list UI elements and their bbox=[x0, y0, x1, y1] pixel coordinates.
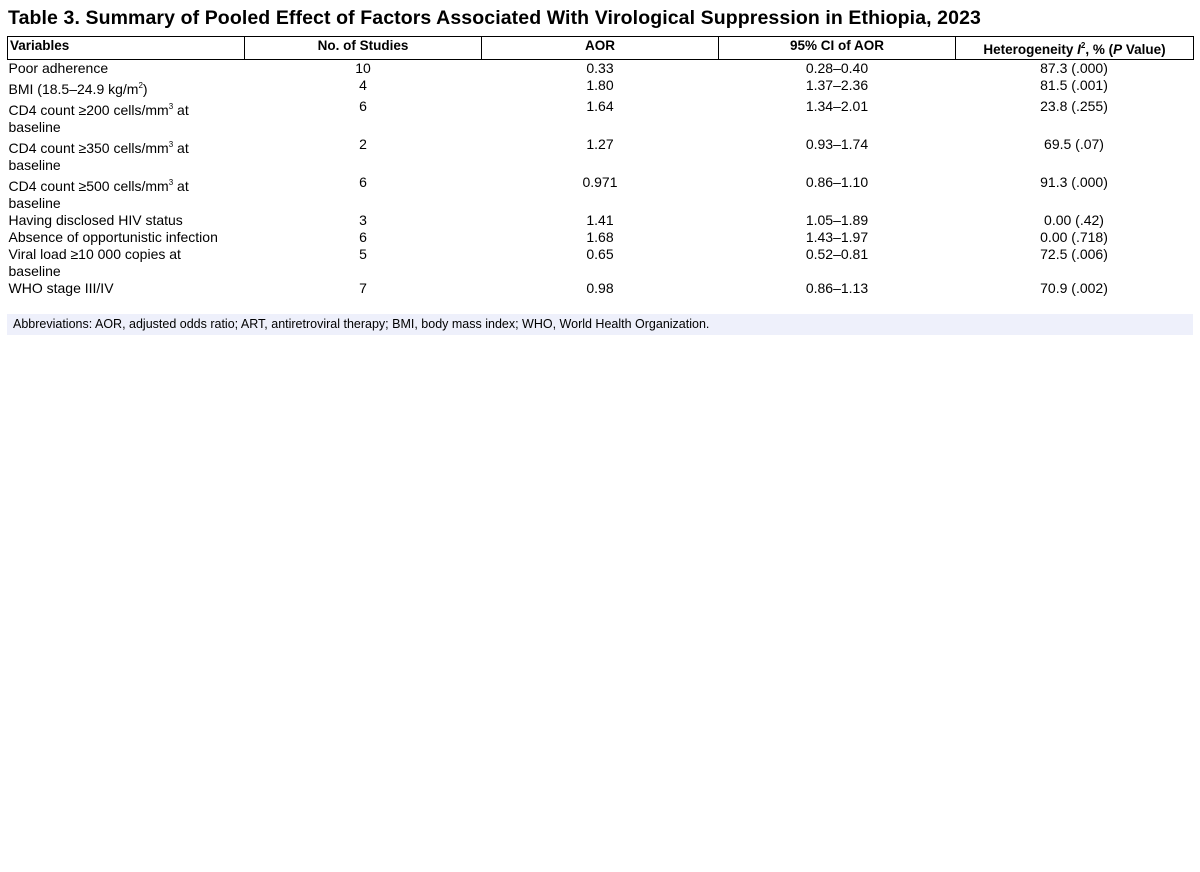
cell-studies: 10 bbox=[355, 60, 371, 76]
header-row bbox=[8, 37, 1194, 60]
cell-ci: 0.86–1.10 bbox=[805, 174, 869, 190]
cell-studies: 2 bbox=[359, 136, 367, 152]
header-ci: 95% CI of AOR bbox=[719, 37, 956, 60]
table-row bbox=[8, 212, 1194, 229]
cell-aor: 1.27 bbox=[586, 136, 614, 152]
cell-aor: 0.65 bbox=[586, 246, 614, 262]
cell-heterogeneity: 87.3 (.000) bbox=[1040, 60, 1108, 76]
cell-heterogeneity: 72.5 (.006) bbox=[1040, 246, 1108, 262]
cell-ci: 1.43–1.97 bbox=[805, 229, 869, 245]
cell-variable: Poor adherence bbox=[8, 60, 109, 76]
cell-aor: 1.64 bbox=[586, 98, 614, 114]
header-studies: No. of Studies bbox=[245, 37, 482, 60]
cell-studies: 3 bbox=[359, 212, 367, 228]
cell-variable: Having disclosed HIV status bbox=[8, 212, 183, 228]
table-row bbox=[8, 77, 1194, 98]
cell-aor: 0.98 bbox=[586, 280, 614, 296]
cell-variable: CD4 count ≥350 cells/$mm^3$ at baseline bbox=[8, 140, 189, 173]
cell-ci: 0.52–0.81 bbox=[805, 246, 869, 262]
table-row bbox=[8, 174, 1194, 212]
cell-aor: 1.68 bbox=[586, 229, 614, 245]
header-heterogeneity: Heterogeneity $I^2$, % (P Value) bbox=[956, 37, 1194, 60]
cell-aor: 0.33 bbox=[586, 60, 614, 76]
cell-variable: CD4 count ≥500 cells/$mm^3$ at baseline bbox=[8, 178, 189, 211]
cell-ci: 0.86–1.13 bbox=[805, 280, 869, 296]
footnote: Abbreviations: AOR, adjusted odds ratio; ART, antiretroviral therapy; BMI, body mass index; WHO, World Health Organization. bbox=[7, 314, 1193, 335]
cell-ci: 0.93–1.74 bbox=[805, 136, 869, 152]
table-row bbox=[8, 60, 1194, 78]
header-aor: AOR bbox=[482, 37, 719, 60]
cell-variable: BMI (18.5–24.9 $kg/m^2$) bbox=[8, 81, 148, 97]
table-title: Table 3. Summary of Pooled Effect of Factors Associated With Virological Suppression in Ethiopia, 2023 bbox=[8, 7, 981, 29]
cell-aor: 1.41 bbox=[586, 212, 614, 228]
cell-heterogeneity: 91.3 (.000) bbox=[1040, 174, 1108, 190]
cell-heterogeneity: 81.5 (.001) bbox=[1040, 77, 1108, 93]
cell-heterogeneity: 0.00 (.718) bbox=[1040, 229, 1108, 245]
cell-ci: 1.05–1.89 bbox=[805, 212, 869, 228]
cell-studies: 6 bbox=[359, 229, 367, 245]
cell-variable: WHO stage III/IV bbox=[8, 280, 114, 296]
summary-table bbox=[7, 36, 1194, 297]
cell-heterogeneity: 70.9 (.002) bbox=[1040, 280, 1108, 296]
table-row bbox=[8, 136, 1194, 174]
cell-studies: 6 bbox=[359, 98, 367, 114]
cell-ci: 0.28–0.40 bbox=[805, 60, 869, 76]
header-variables: Variables bbox=[8, 37, 245, 60]
cell-studies: 7 bbox=[359, 280, 367, 296]
cell-variable: CD4 count ≥200 cells/$mm^3$ at baseline bbox=[8, 102, 189, 135]
cell-variable: Absence of opportunistic infection bbox=[8, 229, 218, 245]
cell-heterogeneity: 23.8 (.255) bbox=[1040, 98, 1108, 114]
cell-heterogeneity: 0.00 (.42) bbox=[1044, 212, 1104, 228]
table-row bbox=[8, 280, 1194, 297]
table-row bbox=[8, 98, 1194, 136]
cell-aor: 1.80 bbox=[586, 77, 614, 93]
cell-studies: 5 bbox=[359, 246, 367, 262]
cell-variable: Viral load ≥10 000 copies at baseline bbox=[8, 246, 181, 279]
cell-ci: 1.34–2.01 bbox=[805, 98, 869, 114]
cell-studies: 4 bbox=[359, 77, 367, 93]
cell-ci: 1.37–2.36 bbox=[805, 77, 869, 93]
table-row bbox=[8, 246, 1194, 280]
cell-studies: 6 bbox=[359, 174, 367, 190]
table-row bbox=[8, 229, 1194, 246]
table-body bbox=[8, 60, 1194, 298]
cell-heterogeneity: 69.5 (.07) bbox=[1044, 136, 1104, 152]
cell-aor: 0.971 bbox=[582, 174, 618, 190]
